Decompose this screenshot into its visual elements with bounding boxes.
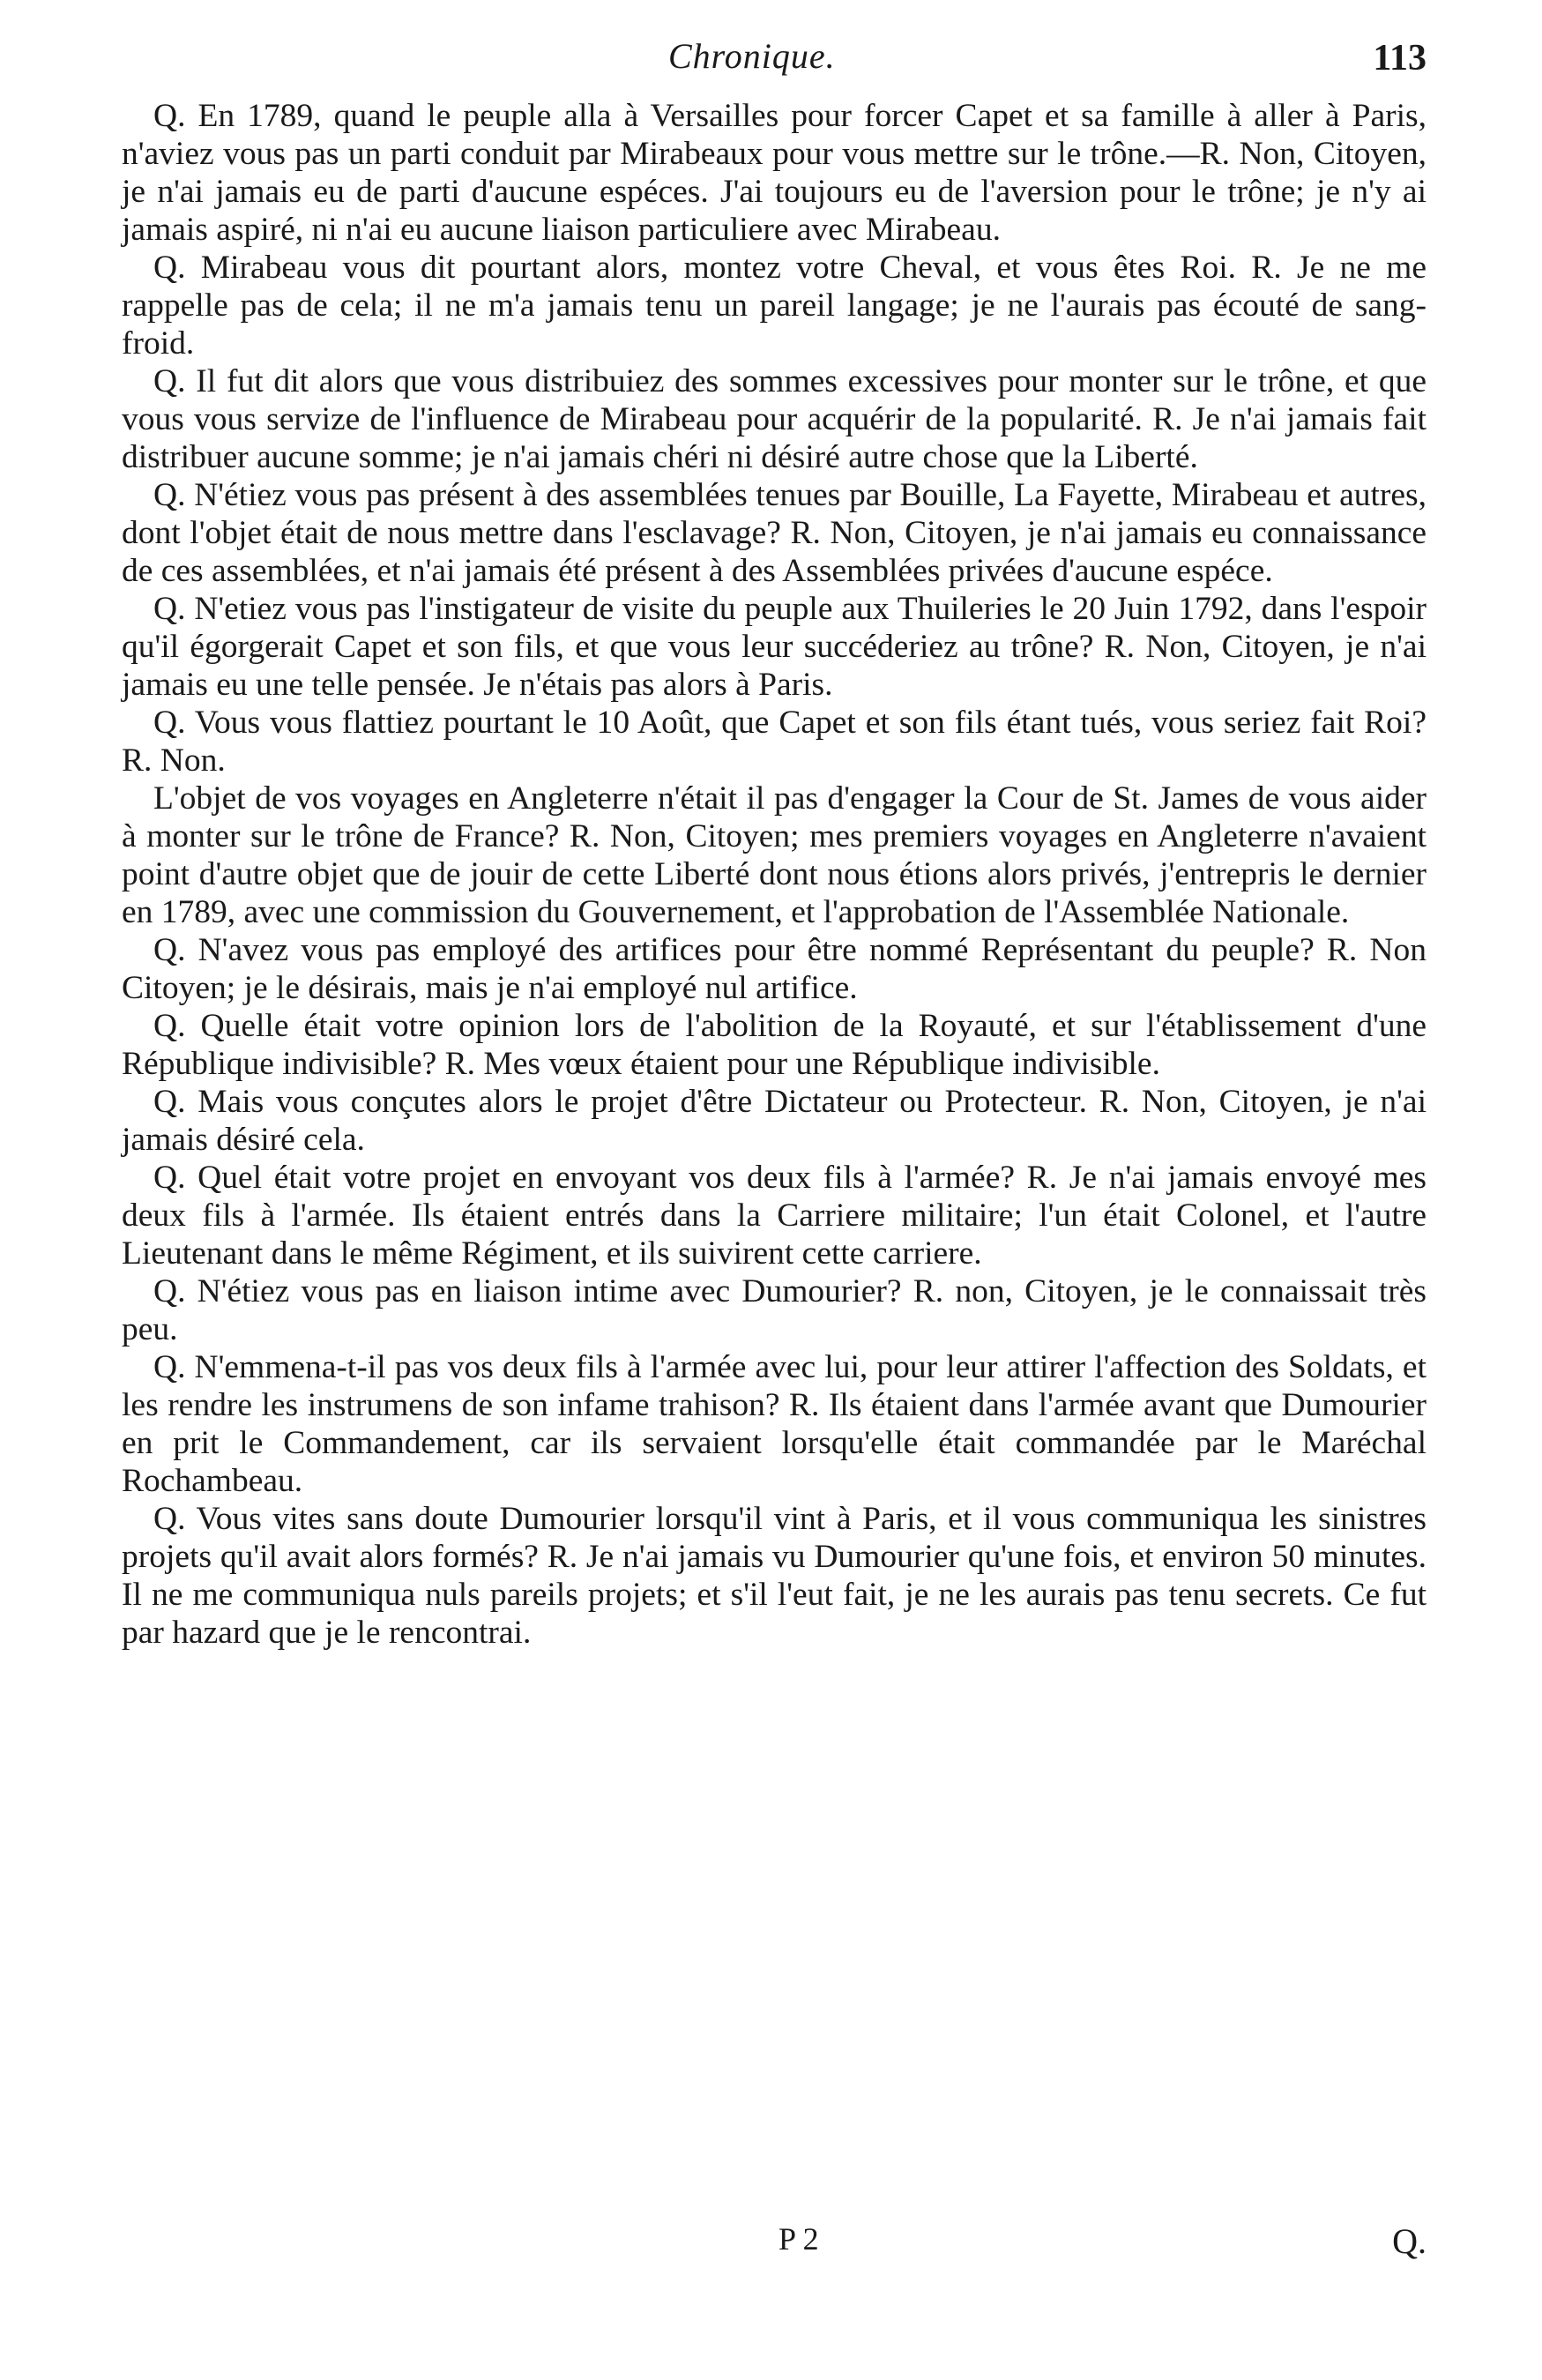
paragraph-3: Q. Il fut dit alors que vous distribuiez des sommes excessives pour monter sur le trône, et que vous vous servize de l'influence de Mirabeau pour acquérir de la popularité. R. Je n'ai jamais fait distribuer aucune somme; je n'ai jamais chéri ni désiré autre chose que la Liberté. <box>122 363 1427 475</box>
paragraph-11: Q. Quel était votre projet en envoyant vos deux fils à l'armée? R. Je n'ai jamais envoyé mes deux fils à l'armée. Ils étaient entrés dans la Carriere militaire; l'un était Colonel, et l'autre Lieutenant dans le même Régiment, et ils suivirent cette carriere. <box>122 1160 1427 1272</box>
paragraph-14: Q. Vous vites sans doute Dumourier lorsqu'il vint à Paris, et il vous communiqua les sinistres projets qu'il avait alors formés? R. Je n'ai jamais vu Dumourier qu'une fois, et environ 50 minutes. Il ne me communiqua nuls pareils projets; et s'il l'eut fait, je ne les aurais pas tenu secrets. Ce fut par hazard que je le rencontrai. <box>122 1501 1427 1651</box>
paragraph-5: Q. N'etiez vous pas l'instigateur de visite du peuple aux Thuileries le 20 Juin 1792, dans l'espoir qu'il égorgerait Capet et son fils, et que vous leur succéderiez au trône? R. Non, Citoyen, je n'ai jamais eu une telle pensée. Je n'étais pas alors à Paris. <box>122 591 1427 703</box>
running-head <box>122 35 1427 88</box>
body-text <box>122 97 1427 1652</box>
signature-mark: P 2 <box>778 2221 819 2257</box>
paragraph-4: Q. N'étiez vous pas présent à des assemblées tenues par Bouille, La Fayette, Mirabeau et autres, dont l'objet était de nous mettre dans l'esclavage? R. Non, Citoyen, je n'ai jamais eu connaissance de ces assemblées, et n'ai jamais été présent à des Assemblées privées d'aucune espéce. <box>122 477 1427 589</box>
page-number: 113 <box>1373 38 1427 78</box>
paragraph-9: Q. Quelle était votre opinion lors de l'abolition de la Royauté, et sur l'établissement d'une République indivisible? R. Mes vœux étaient pour une République indivisible. <box>122 1008 1427 1082</box>
paragraph-10: Q. Mais vous conçutes alors le projet d'être Dictateur ou Protecteur. R. Non, Citoyen, je n'ai jamais désiré cela. <box>122 1084 1427 1158</box>
paragraph-13: Q. N'emmena-t-il pas vos deux fils à l'armée avec lui, pour leur attirer l'affection des Soldats, et les rendre les instrumens de son infame trahison? R. Ils étaient dans l'armée avant que Dumourier en prit le Commandement, car ils servaient lorsqu'elle était commandée par le Maréchal Rochambeau. <box>122 1349 1427 1499</box>
running-title: Chronique. <box>668 36 836 76</box>
paragraph-2: Q. Mirabeau vous dit pourtant alors, montez votre Cheval, et vous êtes Roi. R. Je ne me rappelle pas de cela; il ne m'a jamais tenu un pareil langage; je ne l'aurais pas écouté de sang-froid. <box>122 250 1427 362</box>
paragraph-7: L'objet de vos voyages en Angleterre n'était il pas d'engager la Cour de St. James de vous aider à monter sur le trône de France? R. Non, Citoyen; mes premiers voyages en Angleterre n'avaient point d'autre objet que de jouir de cette Liberté dont nous étions alors privés, j'entrepris le dernier en 1789, avec une commission du Gouvernement, et l'approbation de l'Assemblée Nationale. <box>122 780 1427 930</box>
paragraph-1: Q. En 1789, quand le peuple alla à Versailles pour forcer Capet et sa famille à aller à Paris, n'aviez vous pas un parti conduit par Mirabeaux pour vous mettre sur le trône.—R. Non, Citoyen, je n'ai jamais eu de parti d'aucune espéces. J'ai toujours eu de l'aversion pour le trône; je n'y ai jamais aspiré, ni n'ai eu aucune liaison particuliere avec Mirabeau. <box>122 98 1427 248</box>
paragraph-8: Q. N'avez vous pas employé des artifices pour être nommé Représentant du peuple? R. Non Citoyen; je le désirais, mais je n'ai employé nul artifice. <box>122 932 1427 1006</box>
page-footer <box>122 2220 1427 2273</box>
paragraph-6: Q. Vous vous flattiez pourtant le 10 Août, que Capet et son fils étant tués, vous seriez fait Roi? R. Non. <box>122 705 1427 779</box>
catchword: Q. <box>1392 2221 1427 2261</box>
paragraph-12: Q. N'étiez vous pas en liaison intime avec Dumourier? R. non, Citoyen, je le connaissait très peu. <box>122 1273 1427 1347</box>
